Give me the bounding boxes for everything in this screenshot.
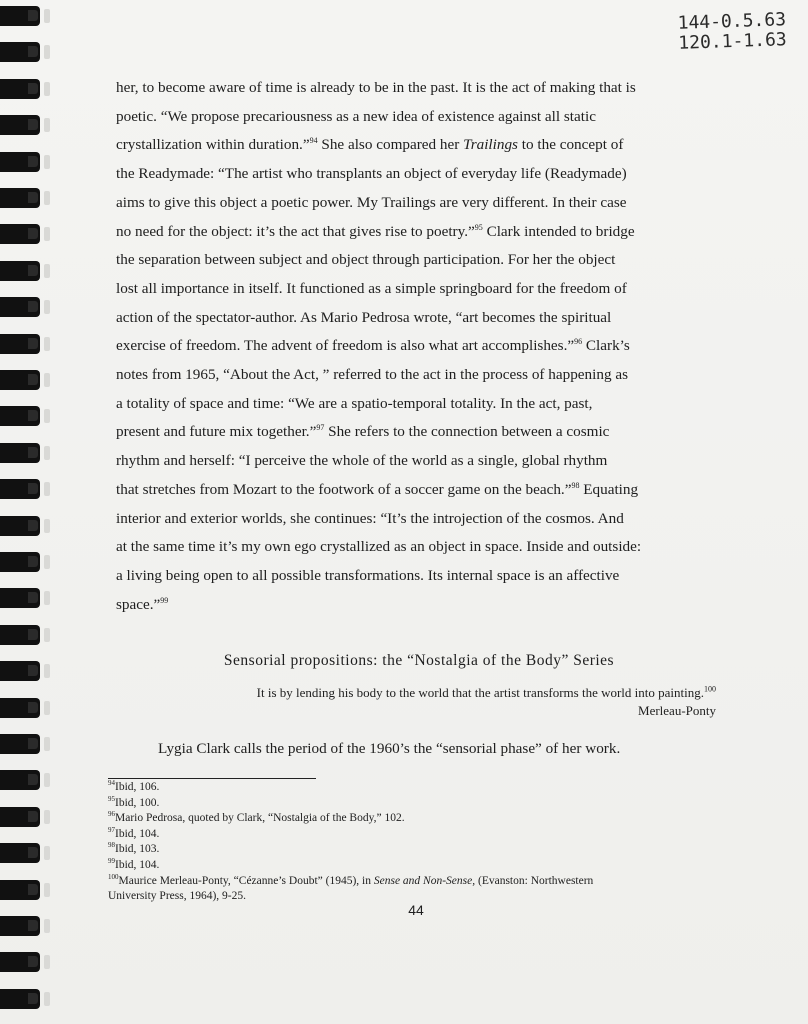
binding-coil	[0, 588, 40, 608]
footnote-ref-95: 95	[474, 222, 483, 232]
binding-hole	[44, 992, 50, 1006]
body-line: that stretches from Mozart to the footwork of a soccer game on the beach.”$^{98}$ Equating	[116, 480, 639, 498]
footnote: $^{94}$Ibid, 106.	[108, 779, 160, 793]
binding-coil	[0, 79, 40, 99]
binding-hole	[44, 191, 50, 205]
binding-hole	[44, 227, 50, 241]
binding-coil	[0, 334, 40, 354]
binding-coil	[0, 152, 40, 172]
binding-hole	[44, 955, 50, 969]
binding-hole	[44, 9, 50, 23]
binding-hole	[44, 919, 50, 933]
binding-hole	[44, 409, 50, 423]
spiral-binding	[0, 0, 44, 1024]
footnote-divider	[108, 778, 316, 779]
footnote-100-continuation: University Press, 1964), 9-25.	[108, 890, 246, 903]
body-line: a totality of space and time: “We are a spatio-temporal totality. In the act, past,	[116, 394, 593, 412]
body-line: at the same time it’s my own ego crystallized as an object in space. Inside and outside:	[116, 538, 642, 556]
handwritten-archive-note	[677, 10, 787, 54]
body-line: the Readymade: “The artist who transplants an object of everyday life (Readymade)	[116, 165, 627, 183]
footnote-100: $^{100}$Maurice Merleau-Ponty, “Cézanne’s Doubt” (1945), in Sense and Non-Sense, (Evanston: Northwestern	[108, 872, 594, 887]
binding-coil	[0, 261, 40, 281]
binding-coil	[0, 952, 40, 972]
binding-hole	[44, 155, 50, 169]
binding-coil	[0, 516, 40, 536]
body-line: rhythm and herself: “I perceive the whole of the world as a single, global rhythm	[116, 452, 608, 470]
body-line: no need for the object: it’s the act that gives rise to poetry.”$^{95}$ Clark intended to bridge	[116, 222, 635, 240]
binding-coil	[0, 297, 40, 317]
binding-coil	[0, 42, 40, 62]
body-line: exercise of freedom. The advent of freedom is also what art accomplishes.”$^{96}$ Clark’s	[116, 337, 630, 355]
footnote: $^{99}$Ibid, 104.	[108, 857, 160, 871]
binding-hole	[44, 664, 50, 678]
body-line: aims to give this object a poetic power. My Trailings are very different. In their case	[116, 193, 627, 211]
body-line: a living being open to all possible transformations. Its internal space is an affective	[116, 566, 620, 584]
binding-coil	[0, 989, 40, 1009]
binding-hole	[44, 591, 50, 605]
binding-coil	[0, 479, 40, 499]
binding-coil	[0, 115, 40, 135]
binding-coil	[0, 188, 40, 208]
footnote: $^{96}$Mario Pedrosa, quoted by Clark, “Nostalgia of the Body,” 102.	[108, 810, 405, 825]
body-line: lost all importance in itself. It functioned as a simple springboard for the freedom of	[116, 279, 627, 297]
binding-hole	[44, 628, 50, 642]
epigraph-author: Merleau-Ponty	[638, 703, 716, 718]
binding-coil	[0, 6, 40, 26]
body-line: space.”$^{99}$	[116, 595, 169, 613]
archive-note-line-2: 120.1-1.63	[677, 29, 787, 54]
body-line: notes from 1965, “About the Act, ” referred to the act in the process of happening as	[116, 366, 628, 384]
footnotes	[108, 780, 708, 905]
epigraph-quote: It is by lending his body to the world that the artist transforms the world into painting.$^{100}$	[256, 684, 716, 700]
binding-coil	[0, 698, 40, 718]
binding-hole	[44, 846, 50, 860]
binding-hole	[44, 373, 50, 387]
binding-hole	[44, 300, 50, 314]
binding-hole	[44, 701, 50, 715]
binding-coil	[0, 224, 40, 244]
footnote-ref-98: 98	[571, 480, 580, 490]
body-line: poetic. “We propose precariousness as a new idea of existence against all static	[116, 107, 596, 125]
page-number: 44	[408, 902, 424, 918]
body-line: crystallization within duration.”$^{94}$ She also compared her Trailings to the concept of	[116, 136, 624, 154]
binding-coil	[0, 843, 40, 863]
binding-hole	[44, 45, 50, 59]
body-line: action of the spectator-author. As Mario Pedrosa wrote, “art becomes the spiritual	[116, 308, 612, 326]
binding-hole	[44, 82, 50, 96]
binding-hole	[44, 118, 50, 132]
binding-hole	[44, 810, 50, 824]
footnote-ref-96: 96	[574, 337, 583, 347]
footnote-ref-100: 100	[704, 684, 716, 694]
footnote: $^{95}$Ibid, 100.	[108, 794, 160, 809]
footnote-ref-99: 99	[160, 595, 169, 605]
binding-coil	[0, 770, 40, 790]
binding-hole	[44, 773, 50, 787]
footnote-ref-94: 94	[309, 136, 318, 146]
binding-coil	[0, 552, 40, 572]
binding-hole	[44, 519, 50, 533]
footnote-ref-97: 97	[316, 423, 325, 433]
footnote: $^{98}$Ibid, 103.	[108, 841, 160, 856]
binding-hole	[44, 883, 50, 897]
binding-coil	[0, 734, 40, 754]
body-paragraph	[116, 74, 722, 619]
binding-coil	[0, 916, 40, 936]
binding-coil	[0, 880, 40, 900]
binding-hole	[44, 446, 50, 460]
binding-hole	[44, 264, 50, 278]
binding-coil	[0, 370, 40, 390]
binding-coil	[0, 807, 40, 827]
footnote: $^{97}$Ibid, 104.	[108, 825, 160, 840]
body-line: present and future mix together.”$^{97}$ She refers to the connection between a cosmic	[116, 423, 610, 441]
binding-hole	[44, 337, 50, 351]
binding-coil	[0, 406, 40, 426]
binding-hole	[44, 482, 50, 496]
section-heading: Sensorial propositions: the “Nostalgia of the Body” Series	[223, 652, 615, 669]
binding-coil	[0, 443, 40, 463]
epigraph	[116, 684, 716, 720]
binding-hole	[44, 737, 50, 751]
body-line: interior and exterior worlds, she continues: “It’s the introjection of the cosmos. And	[116, 509, 624, 527]
body-line: the separation between subject and object through participation. For her the object	[116, 251, 616, 269]
binding-coil	[0, 661, 40, 681]
body-line: her, to become aware of time is already to be in the past. It is the act of making that is	[116, 79, 636, 96]
binding-coil	[0, 625, 40, 645]
lead-sentence: Lygia Clark calls the period of the 1960’s the “sensorial phase” of her work.	[158, 740, 621, 757]
binding-hole	[44, 555, 50, 569]
archive-note-line-1: 144-0.5.63	[676, 9, 786, 34]
